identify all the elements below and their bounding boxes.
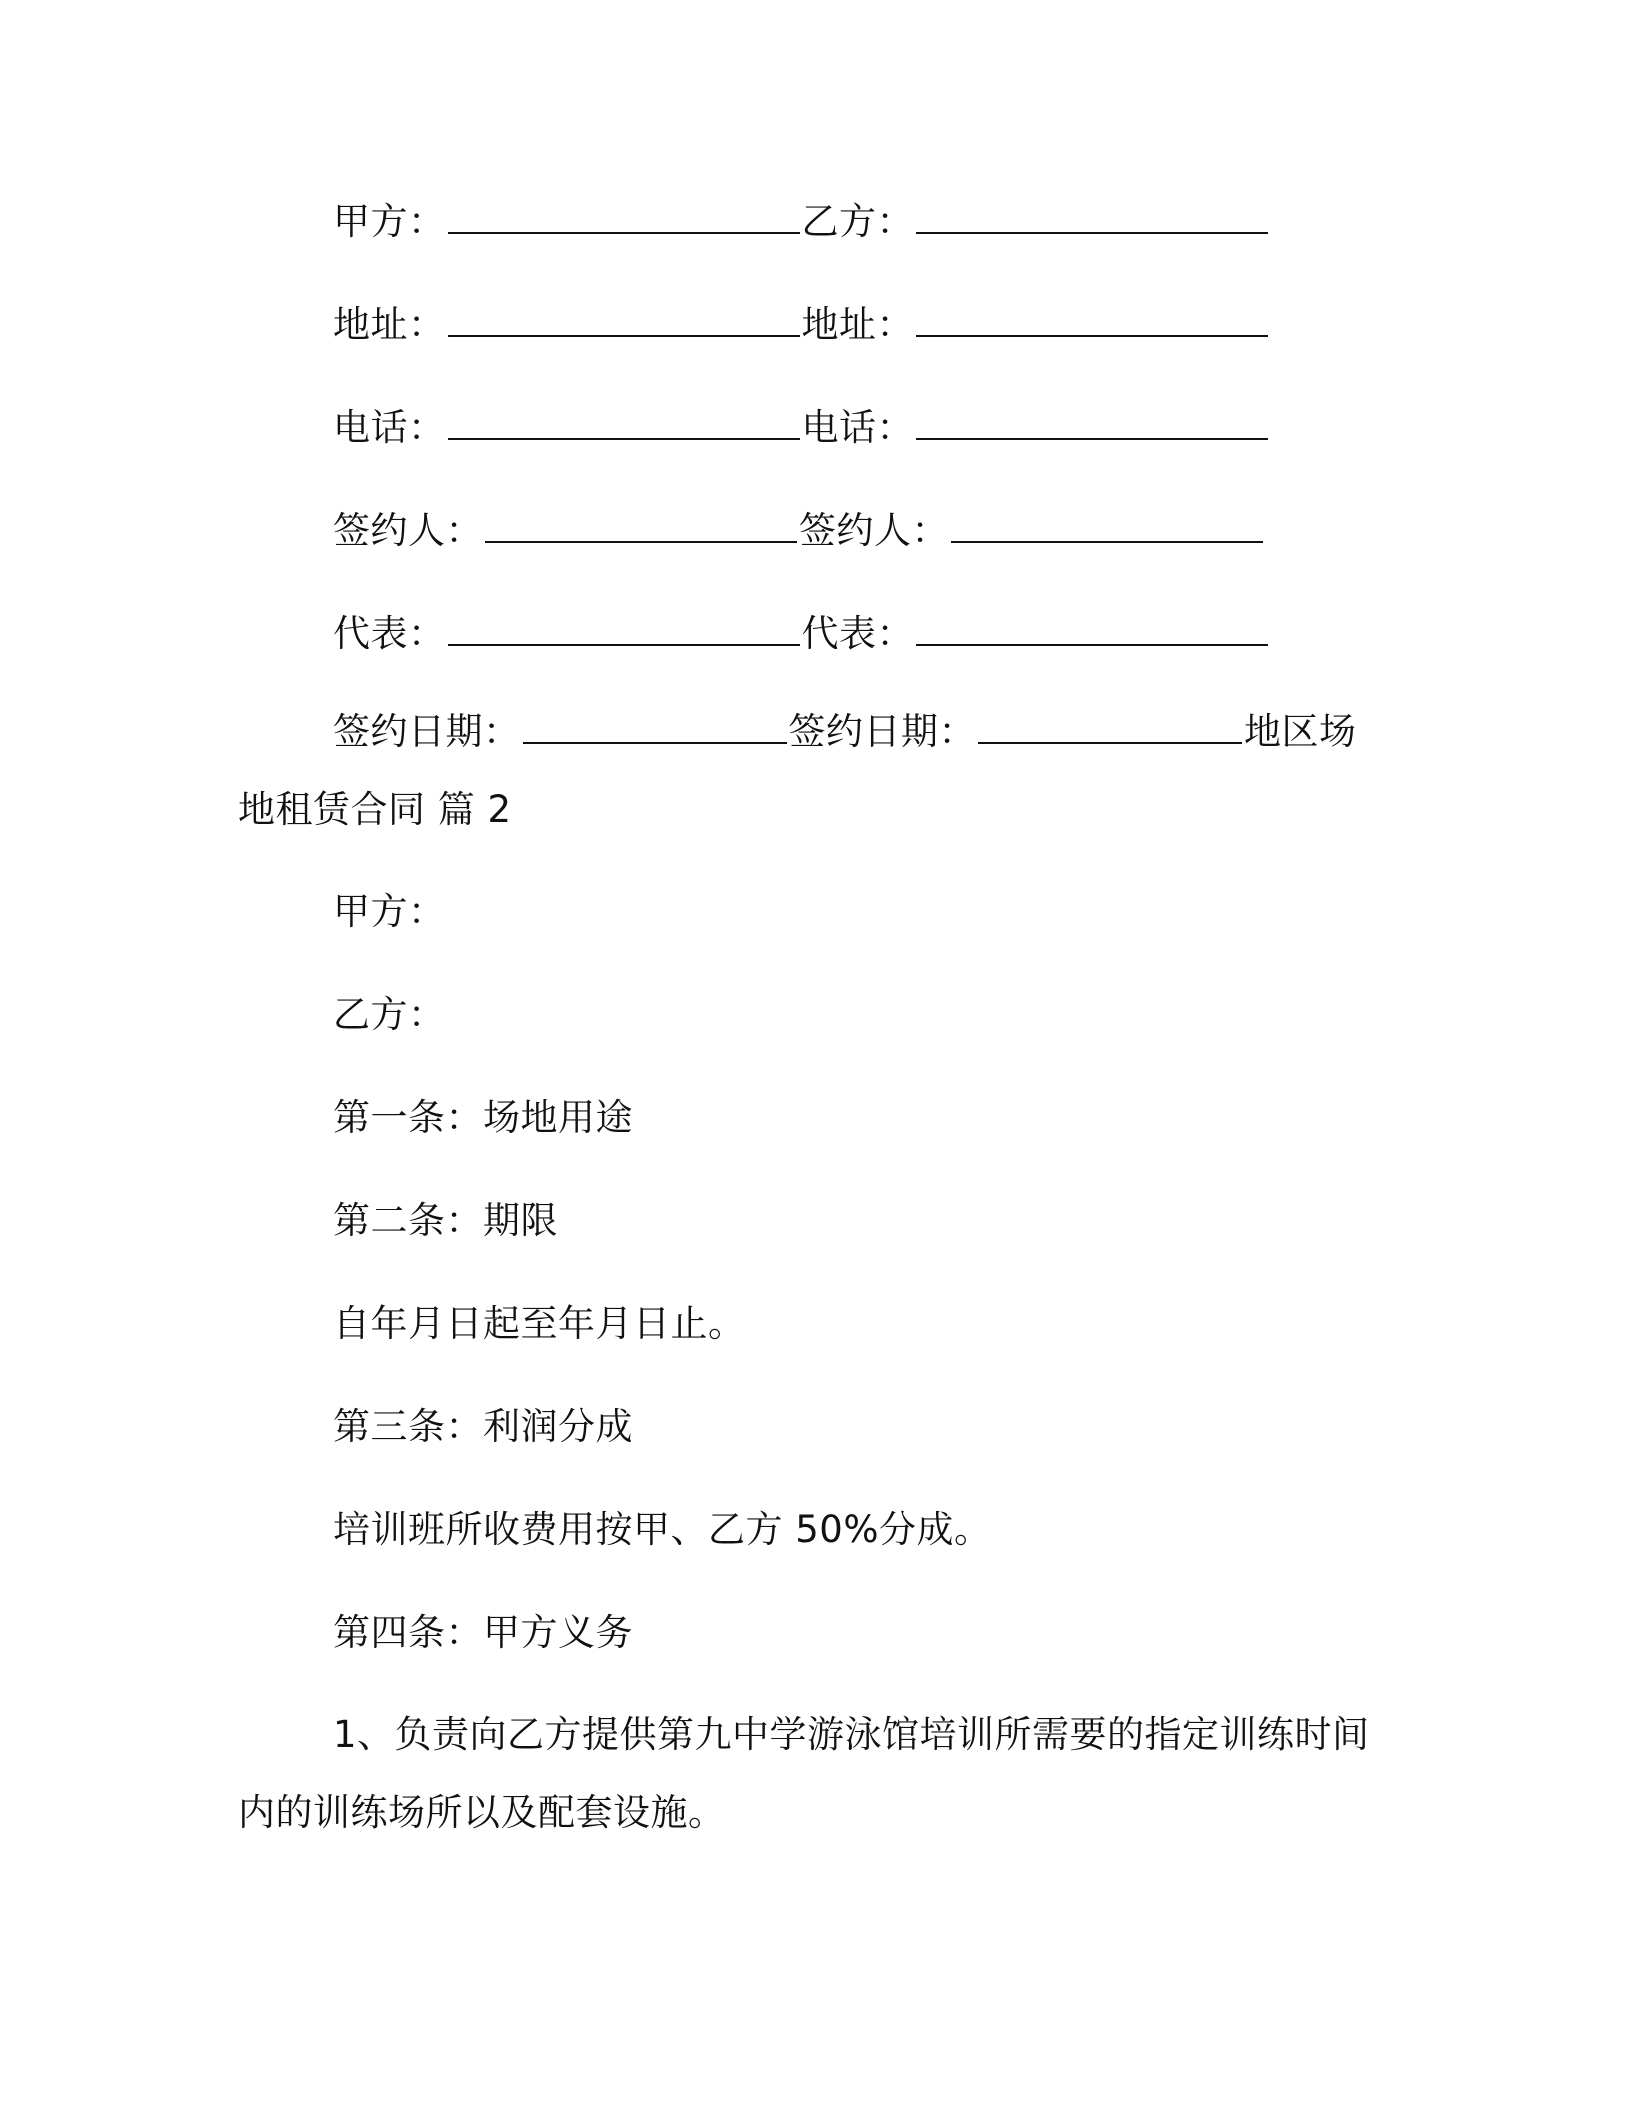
rep-b-blank [916,614,1268,646]
date-b-label: 签约日期： [788,710,976,753]
duty-1-line-2: 内的训练场所以及配套设施。 [238,1791,726,1834]
party-a-label: 甲方： [333,200,446,243]
phone-row [333,404,1270,452]
contract2-party-a: 甲方： [333,890,446,933]
profit-paragraph: 培训班所收费用按甲、乙方 50%分成。 [333,1508,992,1551]
article-4-heading: 第四条：甲方义务 [333,1611,633,1654]
signer-a-label: 签约人： [333,509,483,552]
term-paragraph: 自年月日起至年月日止。 [333,1302,746,1345]
date-row [333,708,1357,756]
address-b-label: 地址： [801,303,914,346]
signer-b-label: 签约人： [799,509,949,552]
rep-b-label: 代表： [801,612,914,655]
address-row [333,301,1270,349]
article-3-heading: 第三条：利润分成 [333,1405,633,1448]
signer-b-blank [951,511,1263,543]
address-a-label: 地址： [333,303,446,346]
duty-1-line-1: 1、负责向乙方提供第九中学游泳馆培训所需要的指定训练时间 [333,1713,1370,1756]
date-b-blank [978,712,1242,744]
signer-a-blank [485,511,797,543]
contract2-party-b: 乙方： [333,993,446,1036]
phone-b-label: 电话： [801,406,914,449]
phone-a-label: 电话： [333,406,446,449]
date-a-blank [523,712,787,744]
phone-b-blank [916,408,1268,440]
next-contract-title: 地租赁合同 篇 2 [238,788,512,831]
article-2-heading: 第二条：期限 [333,1199,558,1242]
party-row [333,198,1270,246]
party-a-blank [448,202,800,234]
article-1-heading: 第一条：场地用途 [333,1096,633,1139]
representative-row [333,610,1270,658]
signer-row [333,507,1265,555]
rep-a-label: 代表： [333,612,446,655]
next-title-start: 地区场 [1244,710,1357,753]
address-a-blank [448,305,800,337]
rep-a-blank [448,614,800,646]
date-a-label: 签约日期： [333,710,521,753]
address-b-blank [916,305,1268,337]
party-b-label: 乙方： [801,200,914,243]
phone-a-blank [448,408,800,440]
party-b-blank [916,202,1268,234]
